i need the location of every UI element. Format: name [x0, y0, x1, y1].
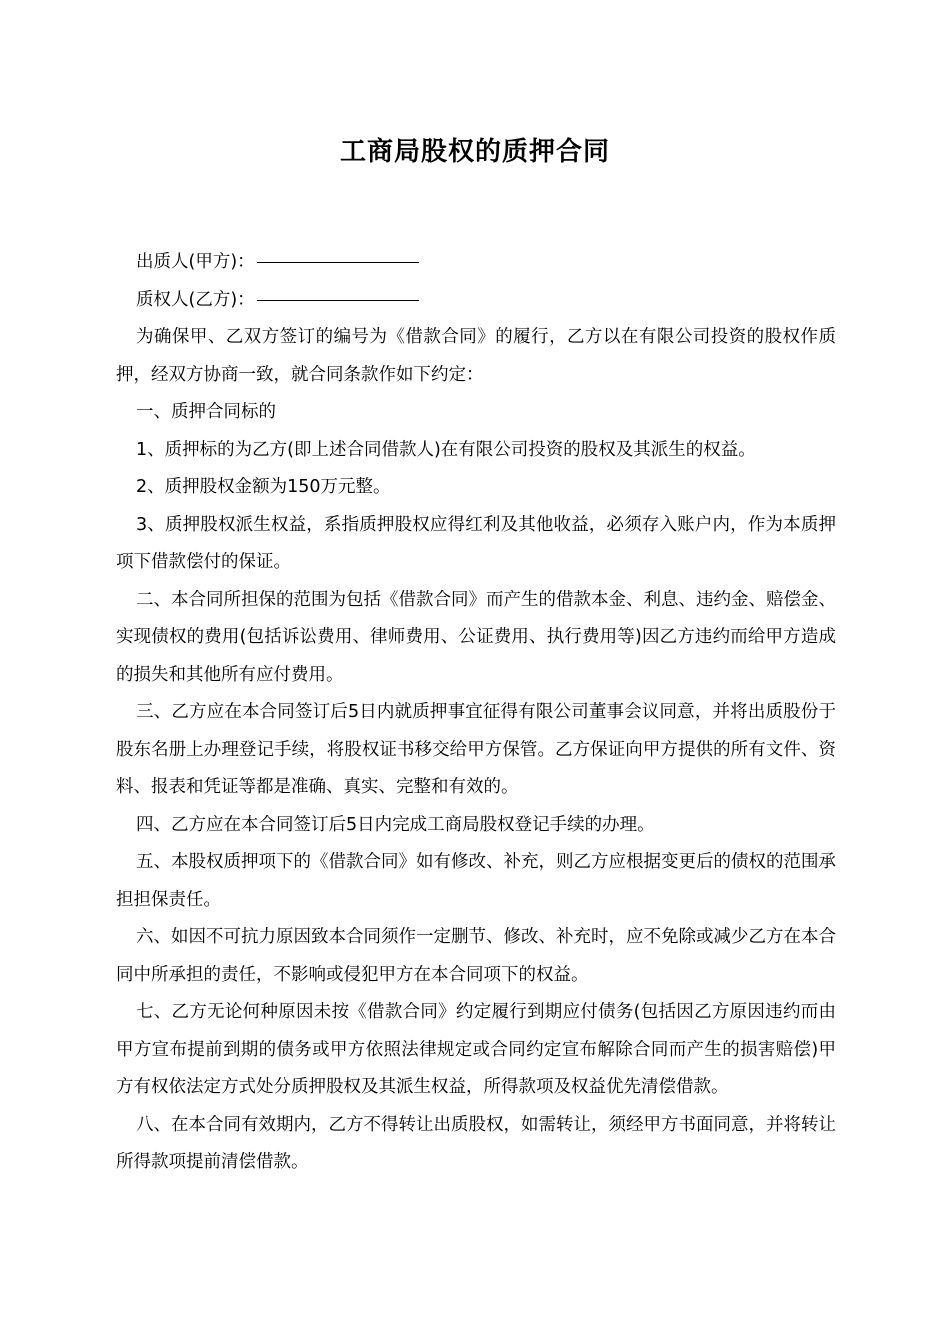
clause-1-3: 3、质押股权派生权益，系指质押股权应得红利及其他收益，必须存入账户内，作为本质押项下借款偿付的保证。 — [116, 514, 836, 572]
pledgor-field — [116, 244, 836, 282]
clause-1-1: 1、质押标的为乙方(即上述合同借款人)在有限公司投资的股权及其派生的权益。 — [136, 439, 756, 460]
pledgee-label: 质权人(乙方)： — [136, 289, 255, 310]
section-7: 七、乙方无论何种原因未按《借款合同》约定履行到期应付债务(包括因乙方原因违约而由甲方宣布提前到期的债务或甲方依照法律规定或合同约定宣布解除合同而产生的损害赔偿)甲方有权依法定方式处分质押股权及其派生权益，所得款项及权益优先清偿借款。 — [116, 1002, 836, 1097]
intro-paragraph: 为确保甲、乙双方签订的编号为《借款合同》的履行，乙方以在有限公司投资的股权作质押，经双方协商一致，就合同条款作如下约定： — [116, 327, 836, 385]
document-title: 工商局股权的质押合同 — [339, 137, 610, 167]
section-3: 三、乙方应在本合同签订后5日内就质押事宜征得有限公司董事会议同意，并将出质股份于股东名册上办理登记手续，将股权证书移交给甲方保管。乙方保证向甲方提供的所有文件、资料、报表和凭证等都是准确、真实、完整和有效的。 — [116, 702, 836, 797]
section-6: 六、如因不可抗力原因致本合同须作一定删节、修改、补充时，应不免除或减少乙方在本合同中所承担的责任，不影响或侵犯甲方在本合同项下的权益。 — [116, 927, 836, 985]
pledgee-blank-line — [257, 299, 419, 301]
clause-1-2: 2、质押股权金额为150万元整。 — [136, 477, 391, 497]
document-body — [116, 244, 836, 1182]
section-5: 五、本股权质押项下的《借款合同》如有修改、补充，则乙方应根据变更后的债权的范围承担担保责任。 — [116, 852, 836, 910]
pledgee-field — [116, 282, 836, 320]
pledgor-blank-line — [257, 261, 419, 263]
pledgor-label: 出质人(甲方)： — [136, 252, 255, 272]
section-4: 四、乙方应在本合同签订后5日内完成工商局股权登记手续的办理。 — [136, 814, 655, 835]
section-1-heading: 一、质押合同标的 — [136, 402, 276, 422]
section-8: 八、在本合同有效期内，乙方不得转让出质股权，如需转让，须经甲方书面同意，并将转让所得款项提前清偿借款。 — [116, 1114, 836, 1172]
section-2: 二、本合同所担保的范围为包括《借款合同》而产生的借款本金、利息、违约金、赔偿金、实现债权的费用(包括诉讼费用、律师费用、公证费用、执行费用等)因乙方违约而给甲方造成的损失和其他所有应付费用。 — [116, 589, 836, 685]
